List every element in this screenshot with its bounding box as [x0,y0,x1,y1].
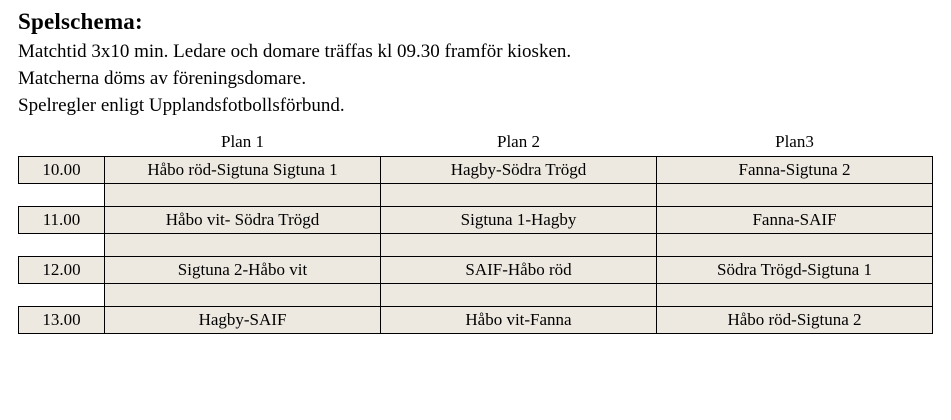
intro-line-1: Matchtid 3x10 min. Ledare och domare träffas kl 09.30 framför kiosken. [18,40,572,62]
match-cell: Håbo vit- Södra Trögd [105,206,381,233]
spacer-cell [381,183,657,206]
intro-line-2: Matcherna döms av föreningsdomare. [18,67,307,89]
spacer-cell [657,183,933,206]
time-cell: 12.00 [19,256,105,283]
match-cell: Fanna-SAIF [657,206,933,233]
column-header-plan-1: Plan 1 [105,128,381,157]
spacer-time-cell [19,233,105,256]
spacer-cell [105,233,381,256]
spacer-cell [381,283,657,306]
page-title: Spelschema: [18,9,143,34]
match-cell: Hagby-SAIF [105,306,381,333]
column-header-plan-3: Plan3 [657,128,933,157]
table-row [19,256,933,283]
spacer-cell [657,233,933,256]
match-cell: Håbo vit-Fanna [381,306,657,333]
match-cell: Sigtuna 2-Håbo vit [105,256,381,283]
spacer-cell [381,233,657,256]
spacer-cell [657,283,933,306]
table-row [19,306,933,333]
table-row [19,156,933,183]
match-cell: Håbo röd-Sigtuna 2 [657,306,933,333]
match-cell: Sigtuna 1-Hagby [381,206,657,233]
time-cell: 10.00 [19,156,105,183]
match-cell: Södra Trögd-Sigtuna 1 [657,256,933,283]
time-cell: 11.00 [19,206,105,233]
spacer-time-cell [19,283,105,306]
match-cell: SAIF-Håbo röd [381,256,657,283]
intro-line-3: Spelregler enligt Upplandsfotbollsförbund. [18,94,345,116]
table-header-row [19,128,933,157]
table-corner-cell [19,128,105,157]
table-spacer-row [19,283,933,306]
match-cell: Håbo röd-Sigtuna Sigtuna 1 [105,156,381,183]
table-row [19,206,933,233]
time-cell: 13.00 [19,306,105,333]
table-spacer-row [19,183,933,206]
spacer-cell [105,283,381,306]
column-header-plan-2: Plan 2 [381,128,657,157]
spacer-cell [105,183,381,206]
table-spacer-row [19,233,933,256]
match-cell: Fanna-Sigtuna 2 [657,156,933,183]
schedule-table [18,128,933,334]
match-cell: Hagby-Södra Trögd [381,156,657,183]
spacer-time-cell [19,183,105,206]
